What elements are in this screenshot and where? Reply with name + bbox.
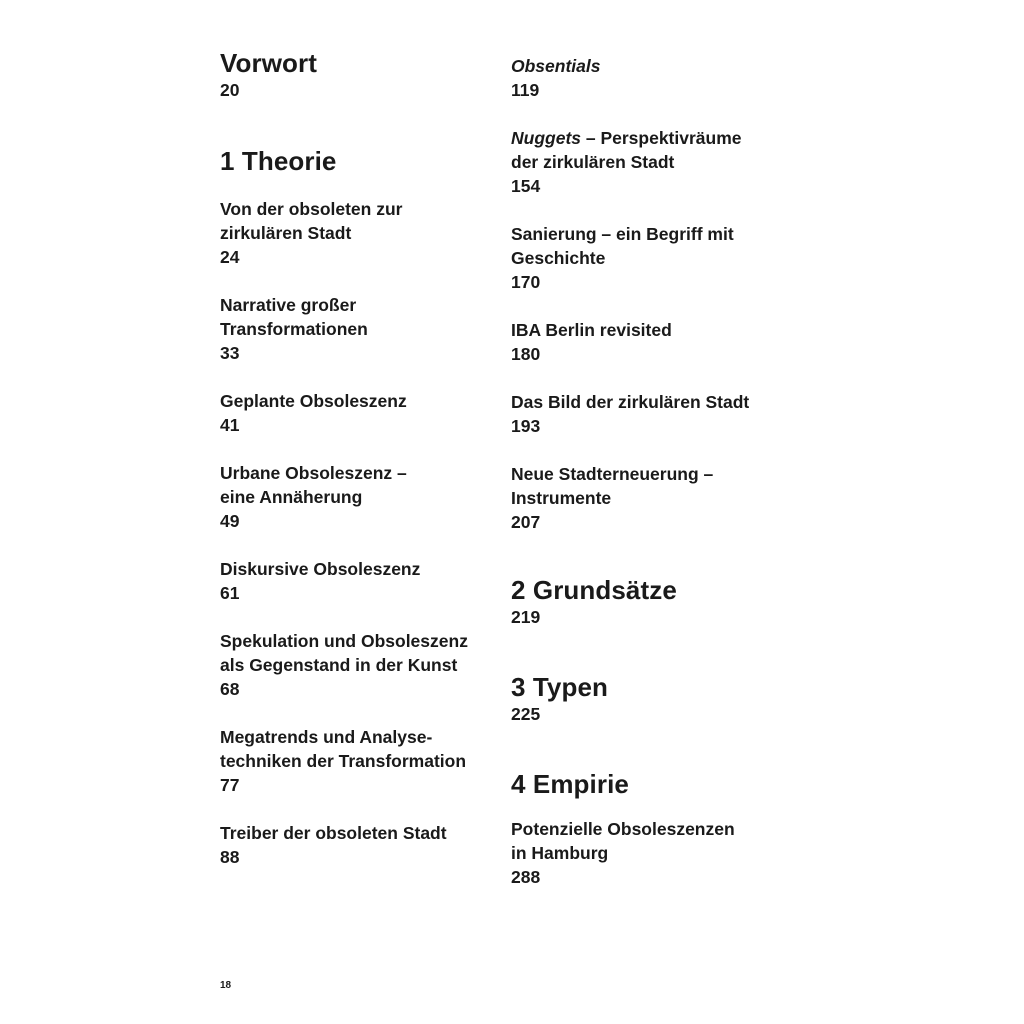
page-ref: 119 — [511, 80, 540, 100]
toc-entry-nuggets[interactable] — [511, 126, 801, 198]
page-ref: 88 — [220, 847, 240, 867]
entry-title-line: Das Bild der zirkulären Stadt — [511, 392, 750, 412]
toc-entry[interactable] — [220, 629, 510, 701]
page-ref: 68 — [220, 679, 240, 699]
page-ref: 33 — [220, 343, 240, 363]
entry-title-line: Geplante Obsoleszenz — [220, 391, 407, 411]
toc-entry-obsentials[interactable] — [511, 54, 801, 102]
entry-title-line: Diskursive Obsoleszenz — [220, 559, 421, 579]
page-ref: 20 — [220, 80, 240, 100]
toc-entry[interactable] — [220, 197, 510, 269]
entry-title-line: Geschichte — [511, 248, 606, 268]
page-ref: 77 — [220, 775, 240, 795]
page-ref: 207 — [511, 512, 541, 532]
entry-title-line: Sanierung – ein Begriff mit — [511, 224, 734, 244]
entry-title-line: techniken der Transformation — [220, 751, 467, 771]
entry-title-line: als Gegenstand in der Kunst — [220, 655, 458, 675]
entry-title-line: Von der obsoleten zur — [220, 199, 403, 219]
section-vorwort — [220, 48, 510, 102]
page-ref: 61 — [220, 583, 240, 603]
entry-title-line: IBA Berlin revisited — [511, 320, 672, 340]
entry-title-line — [511, 54, 801, 78]
entry-title-line: zirkulären Stadt — [220, 223, 352, 243]
section-title: 2 Grundsätze — [511, 575, 677, 605]
entry-title-line: Treiber der obsoleten Stadt — [220, 823, 447, 843]
entry-title-line: der zirkulären Stadt — [511, 152, 675, 172]
page-ref: 219 — [511, 607, 541, 627]
entry-title-line: eine Annäherung — [220, 487, 363, 507]
toc-entry[interactable] — [220, 725, 510, 797]
page-ref: 288 — [511, 867, 541, 887]
entry-title-line: in Hamburg — [511, 843, 609, 863]
page-ref: 193 — [511, 416, 541, 436]
section-title-empirie: 4 Empirie — [511, 769, 629, 799]
toc-entry[interactable] — [511, 462, 801, 534]
toc-entry[interactable] — [511, 817, 801, 889]
title-rest: – Perspektivräume — [581, 128, 742, 148]
entry-title-line: Neue Stadterneuerung – — [511, 464, 714, 484]
page-ref: 180 — [511, 344, 541, 364]
toc-entry[interactable] — [511, 222, 801, 294]
entry-title-line: Transformationen — [220, 319, 368, 339]
section-grundsaetze[interactable] — [511, 575, 801, 629]
page-ref: 24 — [220, 247, 240, 267]
toc-left-column — [220, 48, 510, 869]
toc-right-column — [511, 48, 801, 889]
page-ref: 225 — [511, 704, 541, 724]
entry-title-line: Instrumente — [511, 488, 612, 508]
entry-title-line: Narrative großer — [220, 295, 357, 315]
section-title: Vorwort — [220, 48, 317, 78]
toc-entry[interactable] — [220, 821, 510, 869]
entry-title-line: Urbane Obsoleszenz – — [220, 463, 407, 483]
toc-entry[interactable] — [511, 390, 801, 438]
page-ref: 154 — [511, 176, 541, 196]
page-ref: 49 — [220, 511, 240, 531]
page-ref: 170 — [511, 272, 541, 292]
toc-entry[interactable] — [511, 318, 801, 366]
toc-entry[interactable] — [220, 461, 510, 533]
italic-title: Obsentials — [511, 56, 601, 76]
folio-page-number: 18 — [220, 980, 232, 991]
toc-entry[interactable] — [220, 557, 510, 605]
toc-entry[interactable] — [220, 293, 510, 365]
section-typen[interactable] — [511, 672, 801, 726]
page-ref: 41 — [220, 415, 240, 435]
entry-title-line — [511, 126, 801, 150]
entry-title-line: Megatrends und Analyse- — [220, 727, 433, 747]
toc-entry[interactable] — [220, 389, 510, 437]
entry-title-line: Spekulation und Obsoleszenz — [220, 631, 468, 651]
section-title-theorie: 1 Theorie — [220, 146, 337, 176]
section-title: 3 Typen — [511, 672, 609, 702]
italic-title: Nuggets — [511, 128, 581, 148]
entry-title-line: Potenzielle Obsoleszenzen — [511, 819, 735, 839]
